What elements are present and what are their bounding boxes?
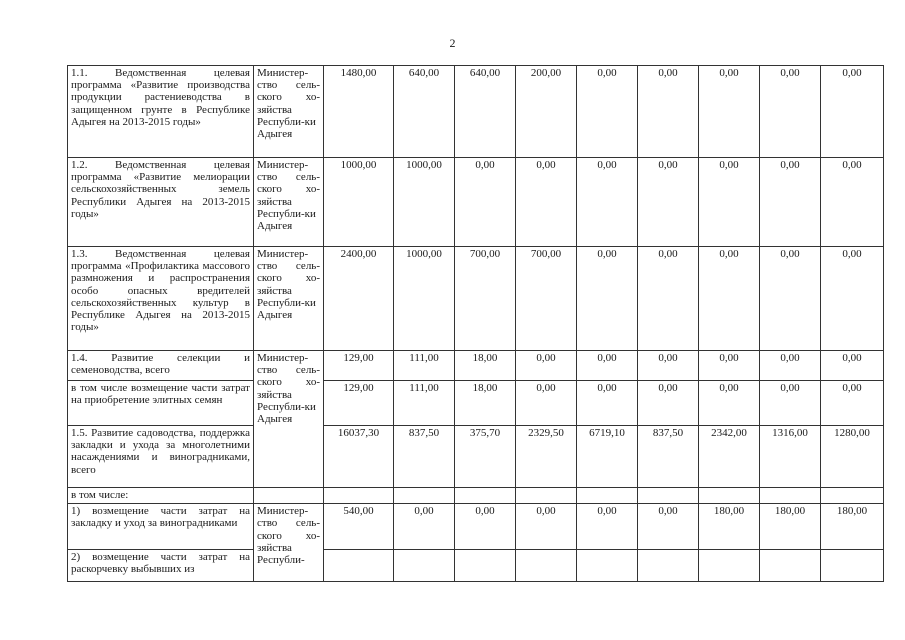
value-cell: 1000,00 xyxy=(394,158,455,247)
value-cell: 0,00 xyxy=(699,381,760,426)
empty-cell xyxy=(577,550,638,582)
value-cell: 0,00 xyxy=(516,351,577,381)
empty-cell xyxy=(516,550,577,582)
value-cell: 0,00 xyxy=(455,158,516,247)
empty-cell xyxy=(638,550,699,582)
value-cell: 6719,10 xyxy=(577,426,638,488)
value-cell: 129,00 xyxy=(324,381,394,426)
value-cell: 837,50 xyxy=(638,426,699,488)
empty-cell xyxy=(577,488,638,504)
empty-cell xyxy=(760,488,821,504)
page-number: 2 xyxy=(449,36,456,50)
value-cell: 0,00 xyxy=(638,247,699,351)
value-cell: 0,00 xyxy=(577,381,638,426)
value-cell: 0,00 xyxy=(760,247,821,351)
table-row xyxy=(68,381,884,426)
value-cell: 2329,50 xyxy=(516,426,577,488)
value-cell: 0,00 xyxy=(760,351,821,381)
executor-cell: Министер-ство сель-ского хо-зяйства Республи- xyxy=(254,504,324,582)
empty-cell xyxy=(324,550,394,582)
value-cell: 0,00 xyxy=(394,504,455,550)
value-cell: 0,00 xyxy=(638,158,699,247)
value-cell: 0,00 xyxy=(699,66,760,158)
value-cell: 0,00 xyxy=(516,158,577,247)
empty-cell xyxy=(455,550,516,582)
value-cell: 837,50 xyxy=(394,426,455,488)
value-cell: 1280,00 xyxy=(821,426,884,488)
empty-cell xyxy=(394,550,455,582)
value-cell: 18,00 xyxy=(455,381,516,426)
program-cell: в том числе: xyxy=(68,488,254,504)
value-cell: 200,00 xyxy=(516,66,577,158)
table-row xyxy=(68,158,884,247)
value-cell: 0,00 xyxy=(638,66,699,158)
table-row xyxy=(68,488,884,504)
value-cell: 2400,00 xyxy=(324,247,394,351)
value-cell: 0,00 xyxy=(577,247,638,351)
value-cell: 1480,00 xyxy=(324,66,394,158)
value-cell: 0,00 xyxy=(638,504,699,550)
value-cell: 0,00 xyxy=(821,381,884,426)
value-cell: 0,00 xyxy=(577,66,638,158)
empty-cell xyxy=(516,488,577,504)
value-cell: 0,00 xyxy=(699,247,760,351)
empty-cell xyxy=(638,488,699,504)
value-cell: 0,00 xyxy=(760,381,821,426)
value-cell: 180,00 xyxy=(821,504,884,550)
value-cell: 111,00 xyxy=(394,351,455,381)
table-row xyxy=(68,504,884,550)
value-cell: 0,00 xyxy=(638,381,699,426)
value-cell: 1000,00 xyxy=(394,247,455,351)
empty-cell xyxy=(254,488,324,504)
value-cell: 1316,00 xyxy=(760,426,821,488)
table-row xyxy=(68,351,884,381)
value-cell: 0,00 xyxy=(760,66,821,158)
value-cell: 2342,00 xyxy=(699,426,760,488)
value-cell: 0,00 xyxy=(699,351,760,381)
program-cell: 1.3. Ведомственная целевая программа «Профилактика массового размножения и распространения особо опасных вредителей сельскохозяйственных культур в Республике Адыгея на 2013-2015 годы» xyxy=(68,247,254,351)
budget-table xyxy=(67,65,884,582)
executor-cell: Министер-ство сель-ского хо-зяйства Республи-ки Адыгея xyxy=(254,158,324,247)
empty-cell xyxy=(699,488,760,504)
executor-cell: Министер-ство сель-ского хо-зяйства Республи-ки Адыгея xyxy=(254,66,324,158)
value-cell: 0,00 xyxy=(699,158,760,247)
value-cell: 16037,30 xyxy=(324,426,394,488)
value-cell: 0,00 xyxy=(821,158,884,247)
value-cell: 640,00 xyxy=(455,66,516,158)
value-cell: 640,00 xyxy=(394,66,455,158)
value-cell: 0,00 xyxy=(638,351,699,381)
executor-cell: Министер-ство сель-ского хо-зяйства Республи-ки Адыгея xyxy=(254,351,324,488)
value-cell: 700,00 xyxy=(455,247,516,351)
program-cell: 1.4. Развитие селекции и семеноводства, всего xyxy=(68,351,254,381)
program-cell: 1) возмещение части затрат на закладку и уход за виноградниками xyxy=(68,504,254,550)
empty-cell xyxy=(699,550,760,582)
table-row xyxy=(68,66,884,158)
program-cell: в том числе возмещение части затрат на приобретение элитных семян xyxy=(68,381,254,426)
value-cell: 0,00 xyxy=(577,351,638,381)
value-cell: 0,00 xyxy=(577,504,638,550)
program-cell: 1.1. Ведомственная целевая программа «Развитие производства продукции растениеводства в защищенном грунте в Республике Адыгея на 2013-2015 годы» xyxy=(68,66,254,158)
value-cell: 540,00 xyxy=(324,504,394,550)
value-cell: 1000,00 xyxy=(324,158,394,247)
value-cell: 180,00 xyxy=(760,504,821,550)
value-cell: 0,00 xyxy=(821,247,884,351)
table-row xyxy=(68,550,884,582)
table-row xyxy=(68,426,884,488)
empty-cell xyxy=(760,550,821,582)
program-cell: 1.2. Ведомственная целевая программа «Развитие мелиорации сельскохозяйственных земель Республики Адыгея на 2013-2015 годы» xyxy=(68,158,254,247)
empty-cell xyxy=(394,488,455,504)
value-cell: 0,00 xyxy=(455,504,516,550)
value-cell: 129,00 xyxy=(324,351,394,381)
empty-cell xyxy=(821,550,884,582)
value-cell: 700,00 xyxy=(516,247,577,351)
value-cell: 0,00 xyxy=(821,66,884,158)
empty-cell xyxy=(324,488,394,504)
empty-cell xyxy=(455,488,516,504)
program-cell: 2) возмещение части затрат на раскорчевку выбывших из xyxy=(68,550,254,582)
value-cell: 111,00 xyxy=(394,381,455,426)
program-cell: 1.5. Развитие садоводства, поддержка закладки и ухода за многолетними насаждениями и виноградниками, всего xyxy=(68,426,254,488)
value-cell: 0,00 xyxy=(516,504,577,550)
value-cell: 0,00 xyxy=(516,381,577,426)
value-cell: 0,00 xyxy=(760,158,821,247)
value-cell: 0,00 xyxy=(821,351,884,381)
value-cell: 375,70 xyxy=(455,426,516,488)
value-cell: 18,00 xyxy=(455,351,516,381)
table-row xyxy=(68,247,884,351)
value-cell: 0,00 xyxy=(577,158,638,247)
value-cell: 180,00 xyxy=(699,504,760,550)
empty-cell xyxy=(821,488,884,504)
executor-cell: Министер-ство сель-ского хо-зяйства Республи-ки Адыгея xyxy=(254,247,324,351)
